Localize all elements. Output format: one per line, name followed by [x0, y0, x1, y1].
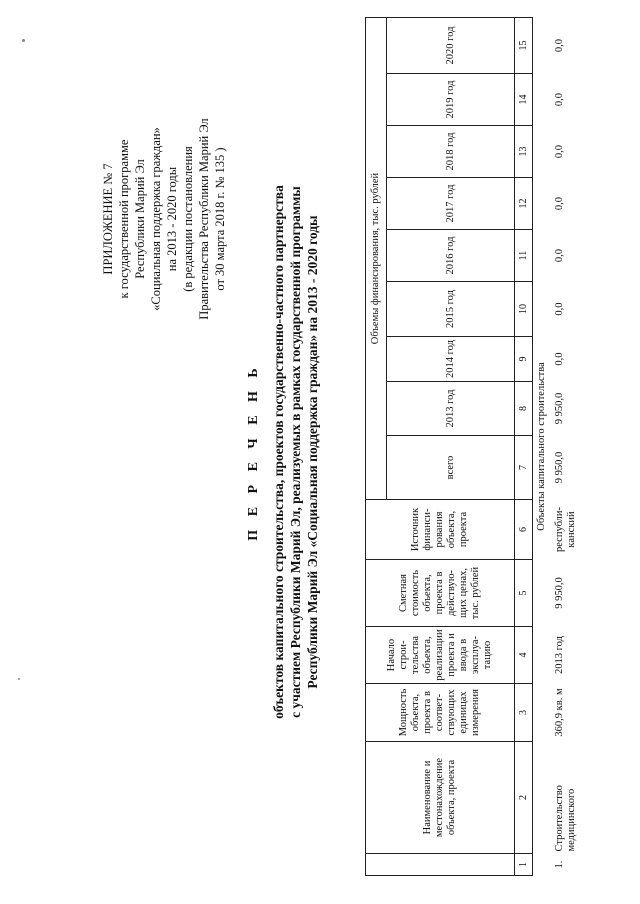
row-year-value: 0,0 [554, 196, 565, 211]
column-number: 15 [515, 18, 533, 74]
section-title: Объекты капитального строительства [536, 362, 547, 531]
column-number: 14 [515, 74, 533, 126]
title-line: объектов капитального строительства, проектов государственно-частного партнерства [271, 185, 286, 719]
header-cell-year: 2018 год [387, 126, 515, 178]
row-number: 1. [554, 860, 565, 869]
title-line: с участием Республики Марий Эл, реализуемых в рамках государственной программы [288, 186, 303, 718]
header-cell-year: 2020 год [387, 18, 515, 74]
appendix-line: от 30 марта 2018 г. № 135 ) [213, 147, 227, 291]
title-line: Республики Марий Эл «Социальная поддержка граждан» на 2013 - 2020 годы [305, 215, 320, 689]
row-year-value: 0,0 [554, 302, 565, 316]
row-name: Строительство медицинского [554, 785, 577, 852]
row-year-value: 0,0 [554, 352, 565, 366]
column-number: 3 [515, 684, 533, 742]
header-cell-name: Наименование и местонахождение объекта, проекта [366, 742, 515, 854]
row-start: 2013 год [554, 636, 565, 674]
header-row [366, 18, 387, 876]
row-year-value: 0,0 [554, 248, 565, 263]
header-cell-capacity: Мощность объекта, проекта в соответ-ствующих единицах измерения [366, 684, 515, 742]
column-number: 1 [515, 854, 533, 876]
column-number: 2 [515, 742, 533, 854]
column-number: 12 [515, 178, 533, 230]
row-year-value: 0,0 [554, 92, 565, 107]
column-number: 9 [515, 337, 533, 382]
header-cell-year: 2013 год [387, 382, 515, 436]
appendix-header [100, 104, 228, 334]
row-year-value: 0,0 [554, 38, 565, 53]
header-cell-year: 2019 год [387, 74, 515, 126]
column-number: 11 [515, 230, 533, 282]
column-number: 7 [515, 436, 533, 500]
column-number: 6 [515, 500, 533, 560]
header-cell-funding: Объемы финансирования, тыс. рублей [366, 18, 387, 500]
header-cell-start: Начало строи-тельства объекта, реализации проекта и ввода в эксплуа-тацию [366, 627, 515, 684]
row-year-value: 0,0 [554, 144, 565, 159]
appendix-line: Республики Марий Эл [133, 159, 147, 279]
column-number: 5 [515, 560, 533, 627]
row-cost: 9 950,0 [554, 577, 565, 609]
header-cell-number [366, 854, 515, 876]
row-capacity: 360,9 кв. м [554, 688, 565, 737]
row-year-value: 9 950,0 [554, 392, 565, 425]
document-title [246, 40, 321, 864]
appendix-line: на 2013 - 2020 годы [165, 166, 179, 272]
row-total: 9 950,0 [554, 451, 565, 484]
table-row [551, 18, 595, 876]
row-source: республи-канский [554, 507, 577, 552]
header-cell-cost: Сметная стоимость объекта, проекта в действую-щих ценах, тыс. рублей [366, 560, 515, 627]
column-number: 4 [515, 627, 533, 684]
appendix-line: (в редакции постановления [181, 146, 195, 292]
header-cell-year: 2016 год [387, 230, 515, 282]
column-number-row [515, 18, 533, 876]
header-cell-source: Источник финанси-рования объекта, проекта [366, 500, 515, 560]
appendix-line: «Социальная поддержка граждан» [149, 127, 163, 311]
appendix-line: Правительства Республики Марий Эл [197, 118, 211, 320]
header-cell-year: 2015 год [387, 282, 515, 337]
appendix-line: ПРИЛОЖЕНИЕ № 7 [101, 163, 115, 275]
scan-speck [22, 39, 25, 42]
appendix-line: к государственной программе [117, 139, 131, 299]
header-cell-year: 2014 год [387, 337, 515, 382]
header-cell-total: всего [387, 436, 515, 500]
column-number: 10 [515, 282, 533, 337]
column-number: 13 [515, 126, 533, 178]
scan-speck [18, 678, 20, 680]
header-cell-year: 2017 год [387, 178, 515, 230]
objects-table [365, 17, 595, 876]
title-heading: П Е Р Е Ч Е Н Ь [246, 363, 261, 541]
column-number: 8 [515, 382, 533, 436]
section-row [533, 18, 552, 876]
